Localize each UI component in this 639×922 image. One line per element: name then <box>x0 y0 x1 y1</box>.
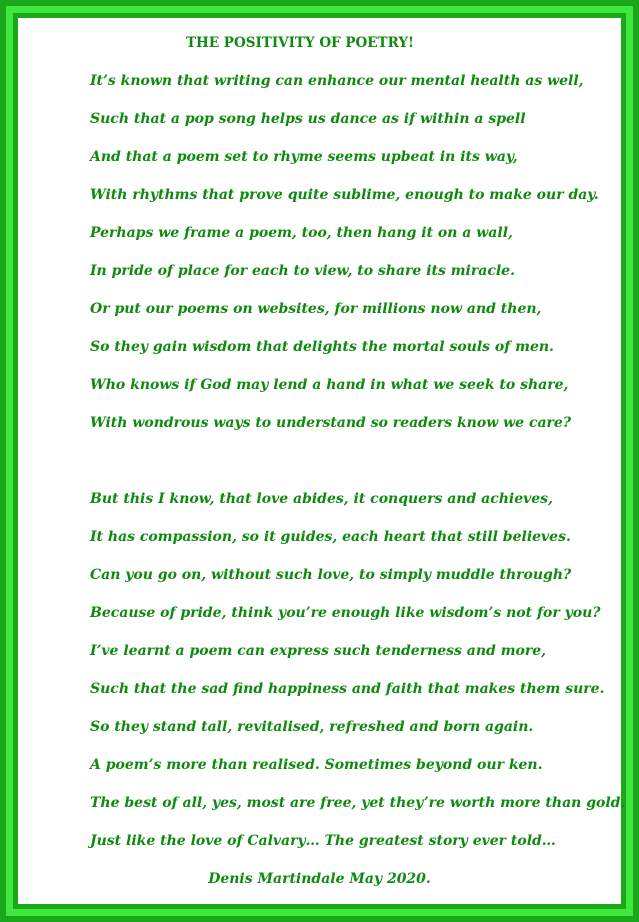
poem-line: It’s known that writing can enhance our mental health as well, <box>90 73 584 89</box>
poem-line: The best of all, yes, most are free, yet they’re worth more than gold. <box>90 795 626 811</box>
poem-line: With rhythms that prove quite sublime, enough to make our day. <box>90 187 599 203</box>
poem-title: THE POSITIVITY OF POETRY! <box>186 35 414 51</box>
poem-line: I’ve learnt a poem can express such tenderness and more, <box>90 643 547 659</box>
poem-body <box>90 72 626 870</box>
stanza-gap <box>90 452 610 490</box>
poem-line: Who knows if God may lend a hand in what we seek to share, <box>90 377 569 393</box>
poem-line: Perhaps we frame a poem, too, then hang it on a wall, <box>90 225 513 241</box>
poem-line: With wondrous ways to understand so readers know we care? <box>90 415 572 431</box>
poem-line: And that a poem set to rhyme seems upbeat in its way, <box>90 149 518 165</box>
poem-line: Can you go on, without such love, to simply muddle through? <box>90 567 572 583</box>
author-signature: Denis Martindale May 2020. <box>208 871 431 887</box>
poem-line: In pride of place for each to view, to share its miracle. <box>90 263 515 279</box>
poem-line: Or put our poems on websites, for millions now and then, <box>90 301 542 317</box>
poem-line: Just like the love of Calvary… The greatest story ever told… <box>90 833 556 849</box>
poem-line: So they gain wisdom that delights the mortal souls of men. <box>90 339 554 355</box>
poem-line: Because of pride, think you’re enough like wisdom’s not for you? <box>90 605 601 621</box>
poem-line: But this I know, that love abides, it conquers and achieves, <box>90 491 553 507</box>
poem-line: A poem’s more than realised. Sometimes beyond our ken. <box>90 757 543 773</box>
poem-line: It has compassion, so it guides, each heart that still believes. <box>90 529 571 545</box>
poem-line: Such that a pop song helps us dance as if within a spell <box>90 111 526 127</box>
poem-line: Such that the sad find happiness and faith that makes them sure. <box>90 681 605 697</box>
poem-line: So they stand tall, revitalised, refreshed and born again. <box>90 719 534 735</box>
